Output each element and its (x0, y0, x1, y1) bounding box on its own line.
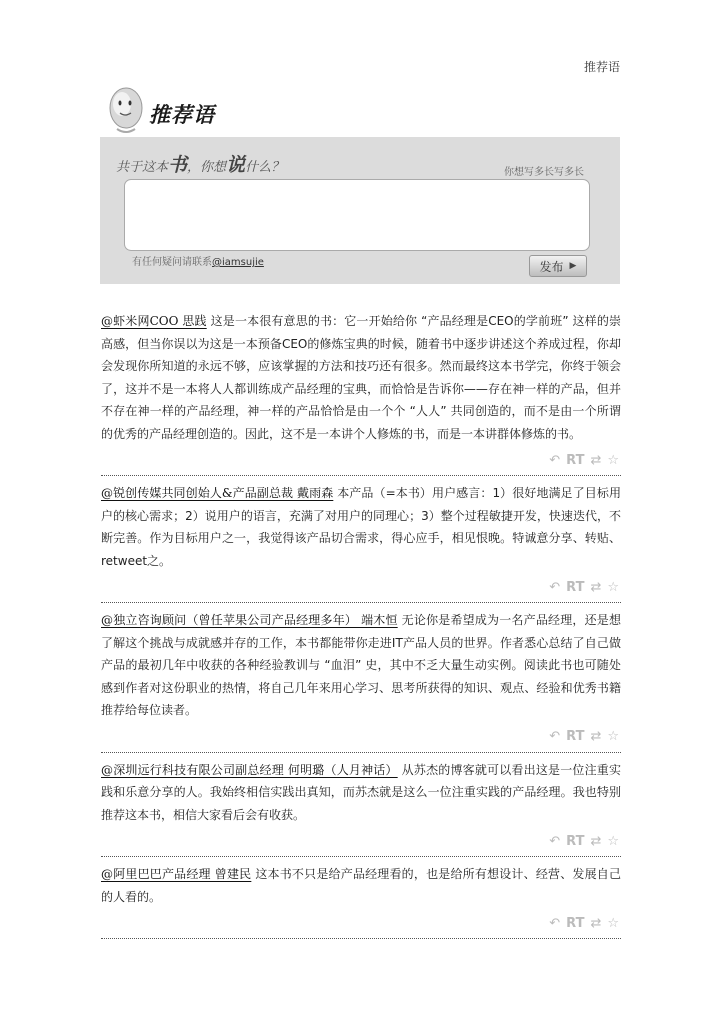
author-link[interactable]: @虾米网COO 思践 (101, 314, 207, 328)
retweet-label[interactable]: RT (566, 729, 585, 744)
endorsement-item (101, 753, 621, 858)
endorsement-text: @独立咨询顾问（曾任苹果公司产品经理多年） 端木恒 无论你是希望成为一名产品经理，还是想了解这个挑战与成就感并存的工作，本书都能带你走进IT产品人员的世界。作者悉心总结了自己做产品的最初几年中收获的各种经验教训与 “血泪” 史，其中不乏大量生动实例。阅读此书也可随处感到作者对这份职业的热情，将自己几年来用心学习、思考所获得的知识、观点、经验和优秀书籍推荐给每位读者。 (101, 613, 621, 717)
running-header: 推荐语 (583, 60, 620, 74)
action-bar (101, 722, 621, 752)
contact-handle-link[interactable]: @iamsujie (212, 257, 264, 268)
star-icon[interactable]: ☆ (607, 729, 619, 744)
mascot-icon (105, 85, 145, 135)
star-icon[interactable]: ☆ (607, 579, 619, 595)
title-row (105, 85, 625, 135)
comment-prompt: 共于这本书，你想说什么？ (116, 154, 285, 176)
author-link[interactable]: @深圳远行科技有限公司副总经理 何明璐（人月神话） (101, 762, 398, 777)
endorsement-text: @阿里巴巴产品经理 曾建民 这本书不只是给产品经理看的，也是给所有想设计、经营、发展自己的人看的。 (101, 867, 621, 904)
retweet-icon[interactable]: ⇄ (590, 452, 602, 468)
retweet-label[interactable]: RT (566, 452, 585, 468)
retweet-icon[interactable]: ⇄ (590, 915, 602, 931)
publish-button[interactable]: 发布 ▶ (529, 255, 587, 277)
endorsement-item (101, 476, 621, 603)
endorsement-list (101, 310, 621, 939)
star-icon[interactable]: ☆ (607, 452, 619, 468)
reply-icon[interactable]: ↶ (549, 833, 561, 849)
reply-icon[interactable]: ↶ (549, 452, 561, 468)
action-bar (101, 445, 621, 475)
retweet-label[interactable]: RT (566, 915, 585, 931)
contact-line: 有任何疑问请联系@iamsujie (132, 257, 264, 268)
action-bar (101, 572, 621, 602)
retweet-icon[interactable]: ⇄ (590, 579, 602, 595)
endorsement-item (101, 310, 621, 476)
star-icon[interactable]: ☆ (607, 915, 619, 931)
author-link[interactable]: @阿里巴巴产品经理 曾建民 (101, 867, 252, 881)
play-icon: ▶ (569, 261, 577, 271)
retweet-label[interactable]: RT (566, 579, 585, 595)
action-bar (101, 826, 621, 856)
endorsement-item (101, 857, 621, 939)
star-icon[interactable]: ☆ (607, 833, 619, 849)
retweet-icon[interactable]: ⇄ (590, 729, 602, 744)
endorsement-item (101, 603, 621, 753)
author-link[interactable]: @独立咨询顾问（曾任苹果公司产品经理多年） 端木恒 (101, 613, 398, 627)
reply-icon[interactable]: ↶ (549, 915, 561, 931)
page-title: 推荐语 (149, 103, 215, 127)
length-hint: 你想写多长写多长 (504, 167, 584, 178)
comment-box (100, 137, 620, 284)
retweet-icon[interactable]: ⇄ (590, 833, 602, 849)
author-link[interactable]: @锐创传媒共同创始人&产品副总裁 戴雨森 (101, 486, 334, 500)
reply-icon[interactable]: ↶ (549, 579, 561, 595)
retweet-label[interactable]: RT (566, 833, 585, 849)
endorsement-text: @深圳远行科技有限公司副总经理 何明璐（人月神话） 从苏杰的博客就可以看出这是一位注重实践和乐意分享的人。我始终相信实践出真知，而苏杰就是这么一位注重实践的产品经理。我也特别推荐这本书，相信大家看后会有收获。 (101, 762, 621, 822)
endorsement-text: @虾米网COO 思践 这是一本很有意思的书：它一开始给你 “产品经理是CEO的学前班” 这样的崇高感，但当你误以为这是一本预备CEO的修炼宝典的时候，随着书中逐步讲述这个养成过程，你却会发现你所知道的永远不够，应该掌握的方法和技巧还有很多。然而最终这本书学完，你终于领会了，这并不是一本将人人都训练成产品经理的宝典，而恰恰是告诉你——存在神一样的产品，但并不存在神一样的产品经理，神一样的产品恰恰是由一个个 “人人” 共同创造的，而不是由一个所谓的优秀的产品经理创造的。因此，这不是一本讲个人修炼的书，而是一本讲群体修炼的书。 (101, 314, 621, 441)
comment-input[interactable] (124, 179, 590, 251)
action-bar (101, 908, 621, 938)
reply-icon[interactable]: ↶ (549, 729, 561, 744)
endorsement-text: @锐创传媒共同创始人&产品副总裁 戴雨森 本产品（=本书）用户感言：1）很好地满足了目标用户的核心需求；2）说用户的语言，充满了对用户的同理心；3）整个过程敏捷开发，快速迭代，不断完善。作为目标用户之一，我觉得该产品切合需求，得心应手，相见恨晚。特诚意分享、转贴、retweet之。 (101, 486, 621, 568)
